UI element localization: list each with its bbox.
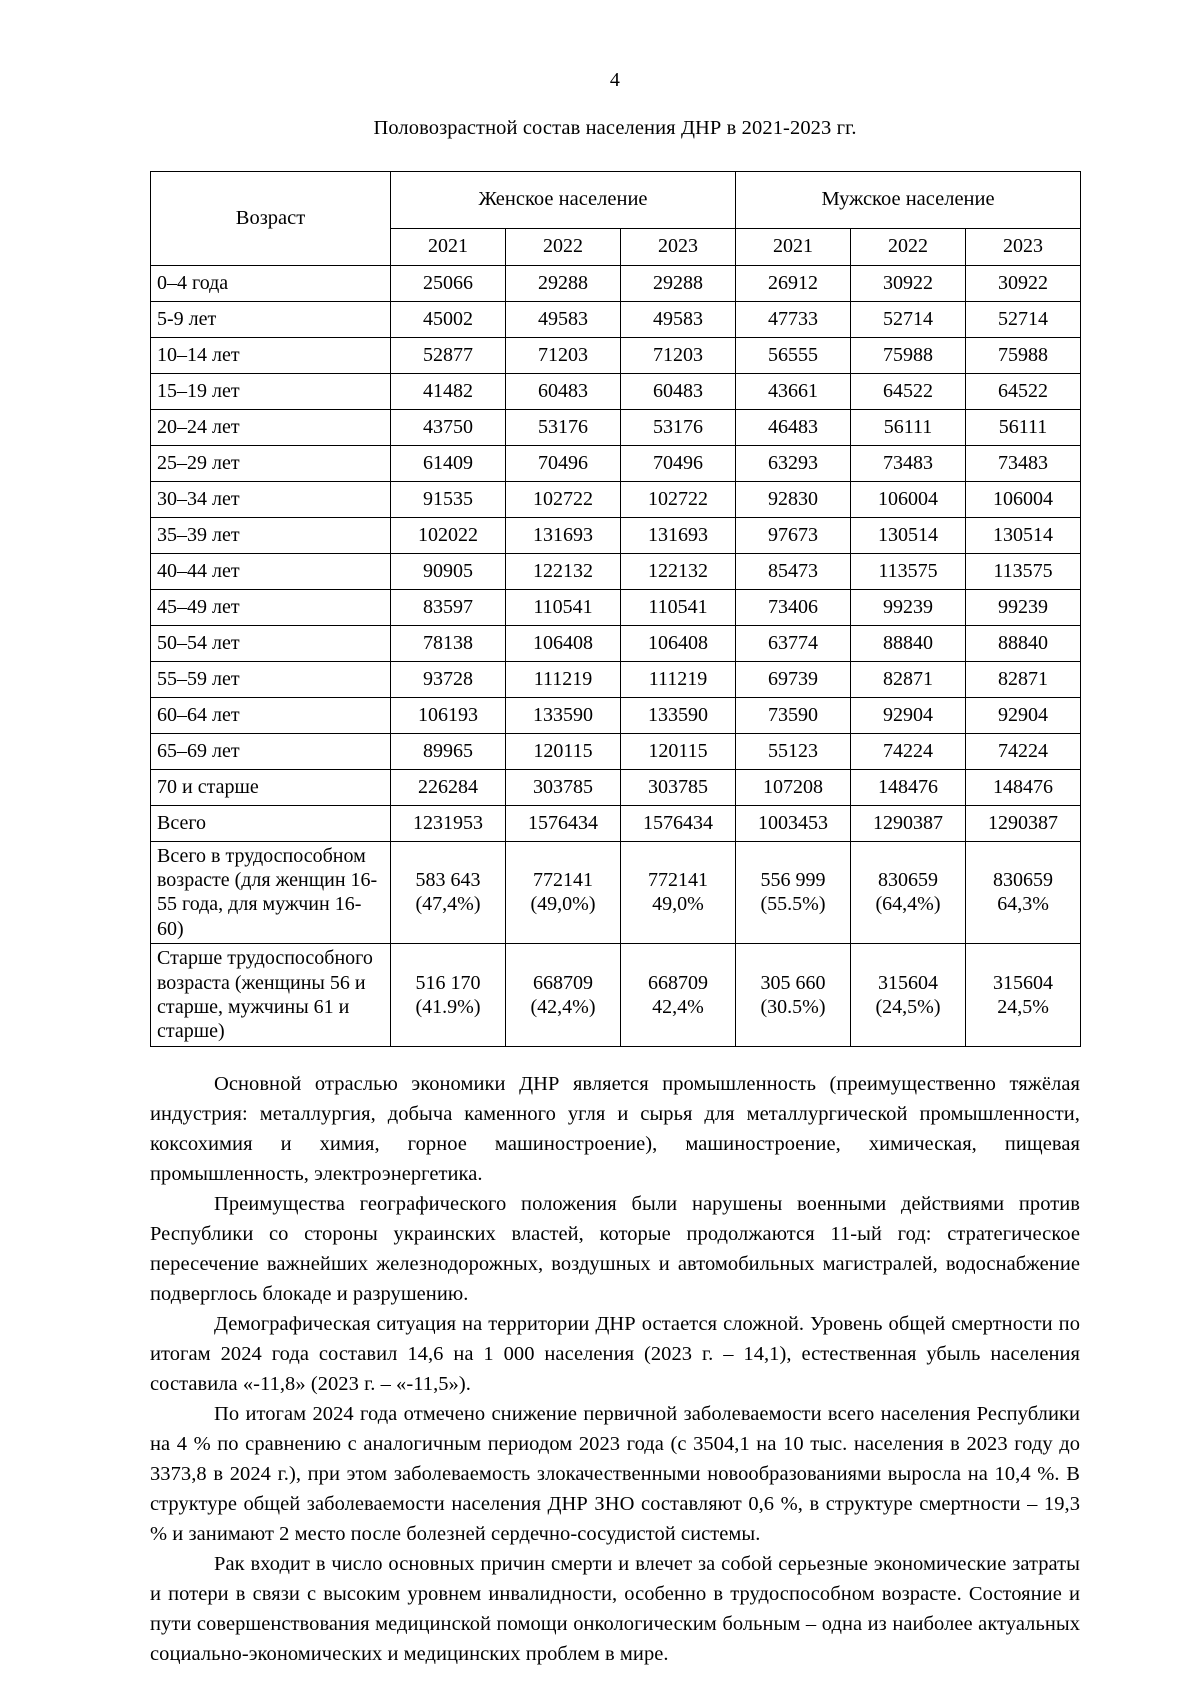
column-header-year: 2023	[966, 228, 1081, 265]
table-cell-value: 106004	[966, 481, 1081, 517]
table-cell-value: 71203	[506, 337, 621, 373]
table-cell-value: 106193	[391, 697, 506, 733]
table-cell-value: 64522	[966, 373, 1081, 409]
table-cell-value: 30922	[851, 265, 966, 301]
summary-row-label: Старше трудоспособного возраста (женщины 56 и старше, мужчины 61 и старше)	[151, 944, 391, 1047]
age-group-label: Всего	[151, 805, 391, 841]
table-cell-value: 73590	[736, 697, 851, 733]
table-cell-value: 99239	[966, 589, 1081, 625]
table-cell-value: 49583	[621, 301, 736, 337]
table-cell-value: 113575	[966, 553, 1081, 589]
table-cell-value: 75988	[851, 337, 966, 373]
age-group-label: 30–34 лет	[151, 481, 391, 517]
table-cell-value: 1003453	[736, 805, 851, 841]
table-cell-value: 82871	[851, 661, 966, 697]
table-cell-value: 122132	[506, 553, 621, 589]
paragraph: Преимущества географического положения были нарушены военными действиями против Республики со стороны украинских властей, которые продолжаются 11-ый год: стратегическое пересечение важнейших железнодорожных, воздушных и автомобильных магистралей, водоснабжение подверглось блокаде и разрушению.	[150, 1192, 1080, 1305]
page-number: 4	[609, 69, 621, 91]
column-group-female: Женское население	[391, 171, 736, 228]
table-cell-value: 303785	[506, 769, 621, 805]
table-cell-value: 107208	[736, 769, 851, 805]
age-group-label: 40–44 лет	[151, 553, 391, 589]
column-header-year: 2022	[506, 228, 621, 265]
table-cell-value: 102022	[391, 517, 506, 553]
table-cell-value: 45002	[391, 301, 506, 337]
paragraph: Основной отраслью экономики ДНР является промышленность (преимущественно тяжёлая индустрия: металлургия, добыча каменного угля и сырья для металлургической промышленности, коксохимия и химия, горное машиностроение), машиностроение, химическая, пищевая промышленность, электроэнергетика.	[150, 1072, 1080, 1185]
table-cell-value: 52877	[391, 337, 506, 373]
table-cell-value: 29288	[506, 265, 621, 301]
table-cell-value: 46483	[736, 409, 851, 445]
table-cell-value: 53176	[506, 409, 621, 445]
table-cell-value: 106004	[851, 481, 966, 517]
table-cell-value: 73483	[966, 445, 1081, 481]
table-cell-value: 55123	[736, 733, 851, 769]
age-group-label: 25–29 лет	[151, 445, 391, 481]
table-cell-value: 130514	[966, 517, 1081, 553]
table-cell-value: 56111	[966, 409, 1081, 445]
table-cell-value: 56111	[851, 409, 966, 445]
table-cell-value: 60483	[621, 373, 736, 409]
table-row	[151, 517, 1081, 553]
age-group-label: 35–39 лет	[151, 517, 391, 553]
column-header-year: 2023	[621, 228, 736, 265]
table-row	[151, 481, 1081, 517]
summary-cell-value: 830659 64,3%	[966, 841, 1081, 944]
table-cell-value: 111219	[621, 661, 736, 697]
table-cell-value: 82871	[966, 661, 1081, 697]
column-header-year: 2021	[736, 228, 851, 265]
summary-cell-value: 556 999 (55.5%)	[736, 841, 851, 944]
table-cell-value: 29288	[621, 265, 736, 301]
table-cell-value: 110541	[621, 589, 736, 625]
table-row	[151, 625, 1081, 661]
table-cell-value: 1290387	[851, 805, 966, 841]
table-cell-value: 85473	[736, 553, 851, 589]
table-cell-value: 83597	[391, 589, 506, 625]
table-cell-value: 69739	[736, 661, 851, 697]
table-cell-value: 131693	[506, 517, 621, 553]
table-row	[151, 805, 1081, 841]
table-cell-value: 120115	[506, 733, 621, 769]
table-row	[151, 337, 1081, 373]
table-cell-value: 1576434	[621, 805, 736, 841]
table-cell-value: 1231953	[391, 805, 506, 841]
summary-row-label: Всего в трудоспособном возрасте (для женщин 16-55 года, для мужчин 16-60)	[151, 841, 391, 944]
table-cell-value: 64522	[851, 373, 966, 409]
paragraph: По итогам 2024 года отмечено снижение первичной заболеваемости всего населения Республики на 4 % по сравнению с аналогичным периодом 2023 года (с 3504,1 на 10 тыс. населения в 2023 году до 3373,8 в 2024 г.), при этом заболеваемость злокачественными новообразованиями выросла на 10,4 %. В структуре общей заболеваемости населения ДНР ЗНО составляют 0,6 %, в структуре смертности – 19,3 % и занимают 2 место после болезней сердечно-сосудистой системы.	[150, 1403, 1080, 1546]
table-header-row-groups	[151, 171, 1081, 228]
age-group-label: 70 и старше	[151, 769, 391, 805]
table-cell-value: 56555	[736, 337, 851, 373]
table-cell-value: 106408	[506, 625, 621, 661]
table-cell-value: 26912	[736, 265, 851, 301]
table-cell-value: 90905	[391, 553, 506, 589]
table-cell-value: 61409	[391, 445, 506, 481]
table-cell-value: 52714	[851, 301, 966, 337]
table-cell-value: 60483	[506, 373, 621, 409]
table-row	[151, 265, 1081, 301]
table-row	[151, 769, 1081, 805]
table-cell-value: 43750	[391, 409, 506, 445]
table-cell-value: 102722	[621, 481, 736, 517]
table-summary-row	[151, 841, 1081, 944]
table-cell-value: 106408	[621, 625, 736, 661]
table-cell-value: 130514	[851, 517, 966, 553]
table-cell-value: 92904	[851, 697, 966, 733]
table-cell-value: 110541	[506, 589, 621, 625]
table-cell-value: 74224	[966, 733, 1081, 769]
age-group-label: 55–59 лет	[151, 661, 391, 697]
table-cell-value: 226284	[391, 769, 506, 805]
table-cell-value: 74224	[851, 733, 966, 769]
table-cell-value: 303785	[621, 769, 736, 805]
table-cell-value: 43661	[736, 373, 851, 409]
table-cell-value: 25066	[391, 265, 506, 301]
table-cell-value: 97673	[736, 517, 851, 553]
table-cell-value: 49583	[506, 301, 621, 337]
summary-cell-value: 668709 (42,4%)	[506, 944, 621, 1047]
table-cell-value: 99239	[851, 589, 966, 625]
table-cell-value: 73483	[851, 445, 966, 481]
age-group-label: 15–19 лет	[151, 373, 391, 409]
table-cell-value: 92830	[736, 481, 851, 517]
table-cell-value: 92904	[966, 697, 1081, 733]
table-cell-value: 1576434	[506, 805, 621, 841]
age-group-label: 45–49 лет	[151, 589, 391, 625]
age-group-label: 20–24 лет	[151, 409, 391, 445]
table-cell-value: 63774	[736, 625, 851, 661]
table-summary-row	[151, 944, 1081, 1047]
table-cell-value: 52714	[966, 301, 1081, 337]
summary-cell-value: 772141 49,0%	[621, 841, 736, 944]
table-cell-value: 70496	[506, 445, 621, 481]
age-group-label: 0–4 года	[151, 265, 391, 301]
table-row	[151, 373, 1081, 409]
table-cell-value: 122132	[621, 553, 736, 589]
page-title: Половозрастной состав населения ДНР в 2021-2023 гг.	[373, 117, 857, 139]
table-cell-value: 88840	[966, 625, 1081, 661]
summary-cell-value: 315604 24,5%	[966, 944, 1081, 1047]
table-cell-value: 47733	[736, 301, 851, 337]
summary-cell-value: 830659 (64,4%)	[851, 841, 966, 944]
table-cell-value: 73406	[736, 589, 851, 625]
summary-cell-value: 583 643 (47,4%)	[391, 841, 506, 944]
table-cell-value: 71203	[621, 337, 736, 373]
table-cell-value: 78138	[391, 625, 506, 661]
summary-cell-value: 315604 (24,5%)	[851, 944, 966, 1047]
table-cell-value: 111219	[506, 661, 621, 697]
table-cell-value: 53176	[621, 409, 736, 445]
table-row	[151, 661, 1081, 697]
table-cell-value: 75988	[966, 337, 1081, 373]
table-body	[151, 265, 1081, 1046]
age-group-label: 60–64 лет	[151, 697, 391, 733]
column-group-male: Мужское население	[736, 171, 1081, 228]
table-cell-value: 41482	[391, 373, 506, 409]
table-cell-value: 1290387	[966, 805, 1081, 841]
table-row	[151, 553, 1081, 589]
table-cell-value: 89965	[391, 733, 506, 769]
summary-cell-value: 772141 (49,0%)	[506, 841, 621, 944]
table-cell-value: 88840	[851, 625, 966, 661]
column-header-year: 2022	[851, 228, 966, 265]
table-cell-value: 133590	[506, 697, 621, 733]
summary-cell-value: 668709 42,4%	[621, 944, 736, 1047]
table-row	[151, 409, 1081, 445]
age-group-label: 10–14 лет	[151, 337, 391, 373]
column-header-age: Возраст	[151, 171, 391, 265]
age-group-label: 5-9 лет	[151, 301, 391, 337]
table-cell-value: 91535	[391, 481, 506, 517]
paragraph: Рак входит в число основных причин смерти и влечет за собой серьезные экономические затраты и потери в связи с высоким уровнем инвалидности, особенно в трудоспособном возрасте. Состояние и пути совершенствования медицинской помощи онкологическим больным – одна из наиболее актуальных социально-экономических и медицинских проблем в мире.	[150, 1553, 1080, 1666]
table-cell-value: 113575	[851, 553, 966, 589]
table-cell-value: 93728	[391, 661, 506, 697]
table-row	[151, 445, 1081, 481]
table-cell-value: 63293	[736, 445, 851, 481]
table-row	[151, 697, 1081, 733]
age-group-label: 50–54 лет	[151, 625, 391, 661]
table-cell-value: 30922	[966, 265, 1081, 301]
age-group-label: 65–69 лет	[151, 733, 391, 769]
table-header	[151, 171, 1081, 265]
table-row	[151, 733, 1081, 769]
table-cell-value: 133590	[621, 697, 736, 733]
table-row	[151, 589, 1081, 625]
table-cell-value: 120115	[621, 733, 736, 769]
table-cell-value: 102722	[506, 481, 621, 517]
table-cell-value: 131693	[621, 517, 736, 553]
table-cell-value: 148476	[966, 769, 1081, 805]
body-text	[150, 1069, 1080, 1670]
population-table	[150, 171, 1081, 1047]
summary-cell-value: 305 660 (30.5%)	[736, 944, 851, 1047]
table-cell-value: 70496	[621, 445, 736, 481]
summary-cell-value: 516 170 (41.9%)	[391, 944, 506, 1047]
column-header-year: 2021	[391, 228, 506, 265]
table-row	[151, 301, 1081, 337]
paragraph: Демографическая ситуация на территории ДНР остается сложной. Уровень общей смертности по итогам 2024 года составил 14,6 на 1 000 населения (2023 г. – 14,1), естественная убыль населения составила «-11,8» (2023 г. – «-11,5»).	[150, 1312, 1080, 1396]
table-cell-value: 148476	[851, 769, 966, 805]
